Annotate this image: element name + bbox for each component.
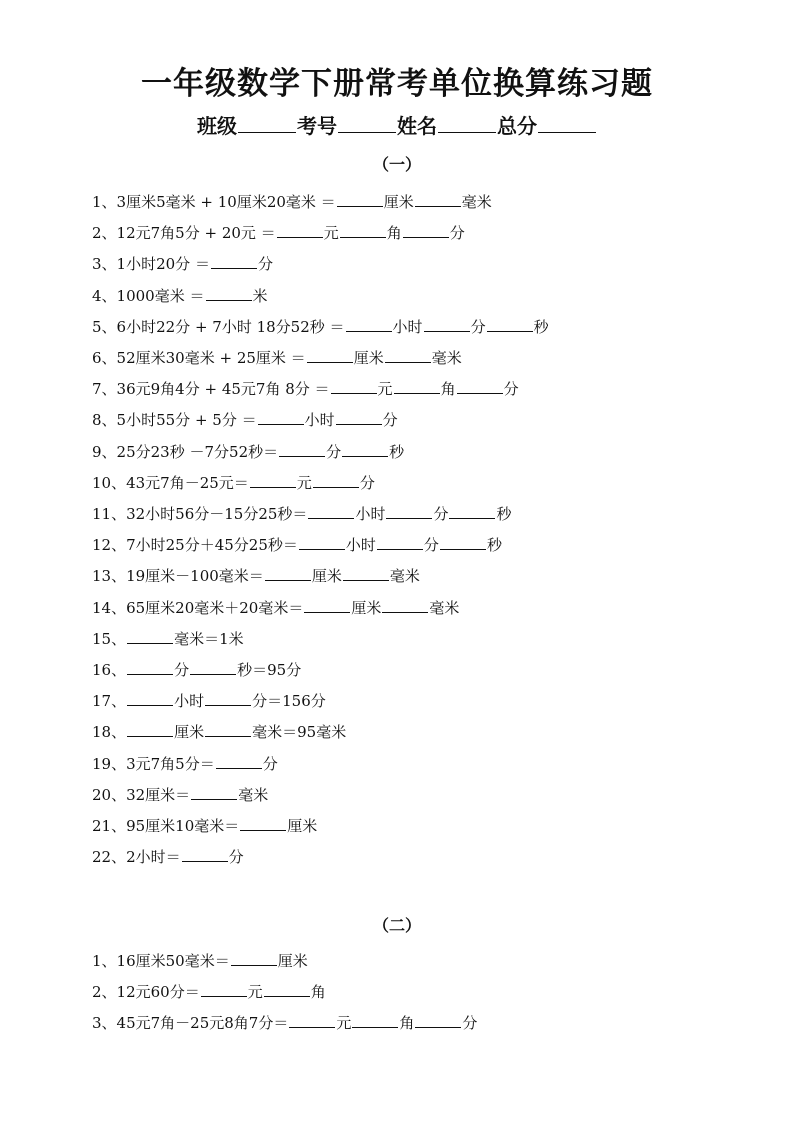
question-item	[92, 316, 549, 337]
question-text: 8、5小时55分 + 5分 ＝	[92, 411, 257, 430]
question-text: 毫米＝1米	[174, 629, 244, 648]
question-text: 小时	[392, 317, 423, 336]
question-text: 厘米	[383, 193, 414, 211]
question-text: 厘米	[351, 598, 382, 617]
question-text: 4、1000毫米 ＝	[92, 286, 205, 305]
question-text: 分	[262, 754, 278, 773]
question-text: 厘米	[353, 349, 384, 367]
answer-blank[interactable]	[216, 753, 262, 769]
question-text: 15、	[92, 629, 127, 648]
question-text: 厘米	[287, 817, 318, 835]
question-item	[92, 597, 459, 618]
answer-blank[interactable]	[127, 659, 173, 675]
question-item	[92, 565, 420, 586]
answer-blank[interactable]	[394, 378, 440, 394]
answer-blank[interactable]	[190, 659, 236, 675]
question-item	[92, 534, 502, 555]
answer-blank[interactable]	[250, 472, 296, 488]
answer-blank[interactable]	[487, 316, 533, 332]
question-text: 7、36元9角4分 + 45元7角 8分 ＝	[92, 380, 330, 399]
answer-blank[interactable]	[377, 534, 423, 550]
question-item	[92, 659, 301, 680]
question-text: 小时	[304, 411, 335, 430]
answer-blank[interactable]	[299, 534, 345, 550]
question-text: 分	[462, 1014, 478, 1033]
answer-blank[interactable]	[424, 316, 470, 332]
question-text: 17、	[92, 692, 127, 711]
answer-blank[interactable]	[127, 690, 173, 706]
answer-blank[interactable]	[258, 409, 304, 425]
info-blank[interactable]	[538, 114, 596, 133]
info-label: 考号	[297, 114, 337, 138]
question-text: 秒	[486, 536, 502, 555]
answer-blank[interactable]	[336, 409, 382, 425]
question-item	[92, 721, 346, 742]
answer-blank[interactable]	[231, 950, 277, 966]
question-text: 角	[399, 1014, 415, 1033]
answer-blank[interactable]	[386, 503, 432, 519]
question-text: 22、2小时＝	[92, 848, 181, 867]
question-text: 角	[440, 380, 456, 399]
answer-blank[interactable]	[331, 378, 377, 394]
answer-blank[interactable]	[403, 222, 449, 238]
answer-blank[interactable]	[127, 628, 173, 644]
info-blank[interactable]	[238, 114, 296, 133]
question-text: 秒	[533, 317, 549, 336]
question-text: 分	[503, 380, 519, 399]
answer-blank[interactable]	[277, 222, 323, 238]
question-item	[92, 472, 375, 493]
question-item	[92, 378, 519, 399]
question-text: 2、12元60分＝	[92, 983, 200, 1002]
info-label: 班级	[197, 114, 237, 138]
info-blank[interactable]	[438, 114, 496, 133]
question-text: 分	[382, 411, 398, 430]
question-text: 1、3厘米5毫米 + 10厘米20毫米 ＝	[92, 193, 336, 211]
question-item	[92, 815, 317, 836]
question-item	[92, 628, 244, 649]
question-item	[92, 222, 465, 243]
question-item	[92, 285, 268, 306]
section-heading: （二）	[372, 916, 421, 935]
question-text: 小时	[345, 536, 376, 555]
question-text: 元	[323, 224, 339, 243]
question-item	[92, 950, 308, 971]
answer-blank[interactable]	[342, 441, 388, 457]
answer-blank[interactable]	[385, 347, 431, 363]
question-text: 毫米	[389, 567, 420, 586]
question-text: 元	[296, 473, 312, 492]
question-item	[92, 1012, 477, 1033]
question-text: 3、1小时20分 ＝	[92, 255, 210, 274]
question-text: 14、65厘米20毫米＋20毫米＝	[92, 598, 304, 617]
question-text: 10、43元7角－25元＝	[92, 473, 249, 492]
answer-blank[interactable]	[205, 721, 251, 737]
question-text: 20、32厘米＝	[92, 785, 191, 804]
answer-blank[interactable]	[457, 378, 503, 394]
question-item	[92, 503, 511, 524]
question-text: 角	[386, 224, 402, 243]
question-text: 分	[470, 317, 486, 336]
answer-blank[interactable]	[337, 191, 383, 207]
question-item	[92, 753, 278, 774]
question-text: 厘米	[277, 952, 308, 970]
question-text: 分	[174, 661, 190, 679]
question-text: 分＝156分	[252, 692, 326, 711]
question-text: 毫米	[429, 598, 460, 617]
answer-blank[interactable]	[201, 981, 247, 997]
question-text: 分	[228, 848, 244, 867]
question-text: 角	[310, 983, 326, 1002]
answer-blank[interactable]	[346, 316, 392, 332]
answer-blank[interactable]	[440, 534, 486, 550]
question-text: 毫米	[461, 193, 492, 211]
answer-blank[interactable]	[265, 565, 311, 581]
question-item	[92, 441, 404, 462]
answer-blank[interactable]	[415, 1012, 461, 1028]
question-text: 21、95厘米10毫米＝	[92, 817, 240, 835]
question-text: 毫米	[431, 349, 462, 367]
question-text: 毫米＝95毫米	[252, 723, 347, 742]
answer-blank[interactable]	[343, 565, 389, 581]
question-item	[92, 253, 273, 274]
question-text: 3、45元7角－25元8角7分＝	[92, 1014, 289, 1033]
answer-blank[interactable]	[352, 1012, 398, 1028]
question-text: 厘米	[311, 567, 342, 586]
question-text: 19、3元7角5分＝	[92, 754, 215, 773]
page-title: 一年级数学下册常考单位换算练习题	[141, 66, 653, 102]
answer-blank[interactable]	[307, 347, 353, 363]
question-item	[92, 981, 326, 1002]
question-item	[92, 690, 326, 711]
answer-blank[interactable]	[240, 815, 286, 831]
question-text: 分	[423, 536, 439, 555]
question-text: 6、52厘米30毫米 + 25厘米 ＝	[92, 349, 306, 367]
question-text: 小时	[174, 692, 205, 711]
info-blank[interactable]	[338, 114, 396, 133]
answer-blank[interactable]	[308, 503, 354, 519]
info-label: 总分	[497, 114, 537, 138]
question-item	[92, 846, 244, 867]
question-text: 分	[433, 505, 449, 523]
question-text: 秒	[496, 505, 512, 523]
question-item	[92, 347, 462, 368]
question-text: 秒＝95分	[237, 661, 302, 679]
question-text: 9、25分23秒 －7分52秒＝	[92, 442, 279, 461]
question-text: 2、12元7角5分 + 20元 ＝	[92, 224, 276, 243]
answer-blank[interactable]	[127, 721, 173, 737]
info-label: 姓名	[397, 114, 437, 138]
answer-blank[interactable]	[264, 981, 310, 997]
question-text: 元	[377, 380, 393, 399]
answer-blank[interactable]	[415, 191, 461, 207]
section-heading: （一）	[372, 155, 421, 174]
answer-blank[interactable]	[313, 472, 359, 488]
answer-blank[interactable]	[449, 503, 495, 519]
question-text: 毫米	[238, 785, 269, 804]
answer-blank[interactable]	[205, 690, 251, 706]
question-text: 13、19厘米－100毫米＝	[92, 567, 264, 586]
question-text: 秒	[389, 442, 405, 461]
question-item	[92, 784, 268, 805]
question-item	[92, 409, 398, 430]
question-text: 分	[359, 473, 375, 492]
question-text: 元	[336, 1014, 352, 1033]
answer-blank[interactable]	[289, 1012, 335, 1028]
question-text: 5、6小时22分 + 7小时 18分52秒 ＝	[92, 317, 345, 336]
answer-blank[interactable]	[206, 285, 252, 301]
answer-blank[interactable]	[340, 222, 386, 238]
question-text: 元	[247, 983, 263, 1002]
question-text: 11、32小时56分－15分25秒＝	[92, 505, 308, 523]
question-text: 米	[252, 286, 268, 305]
question-text: 分	[257, 255, 273, 274]
question-text: 16、	[92, 661, 127, 679]
question-item	[92, 191, 492, 212]
question-text: 1、16厘米50毫米＝	[92, 952, 230, 970]
answer-blank[interactable]	[182, 846, 228, 862]
question-text: 分	[326, 442, 342, 461]
question-text: 小时	[355, 505, 386, 523]
answer-blank[interactable]	[382, 597, 428, 613]
answer-blank[interactable]	[211, 253, 257, 269]
question-text: 分	[449, 224, 465, 243]
answer-blank[interactable]	[279, 441, 325, 457]
answer-blank[interactable]	[191, 784, 237, 800]
question-text: 12、7小时25分＋45分25秒＝	[92, 536, 298, 555]
student-info-line	[0, 110, 794, 139]
answer-blank[interactable]	[304, 597, 350, 613]
question-text: 18、	[92, 723, 127, 742]
question-text: 厘米	[174, 723, 205, 742]
